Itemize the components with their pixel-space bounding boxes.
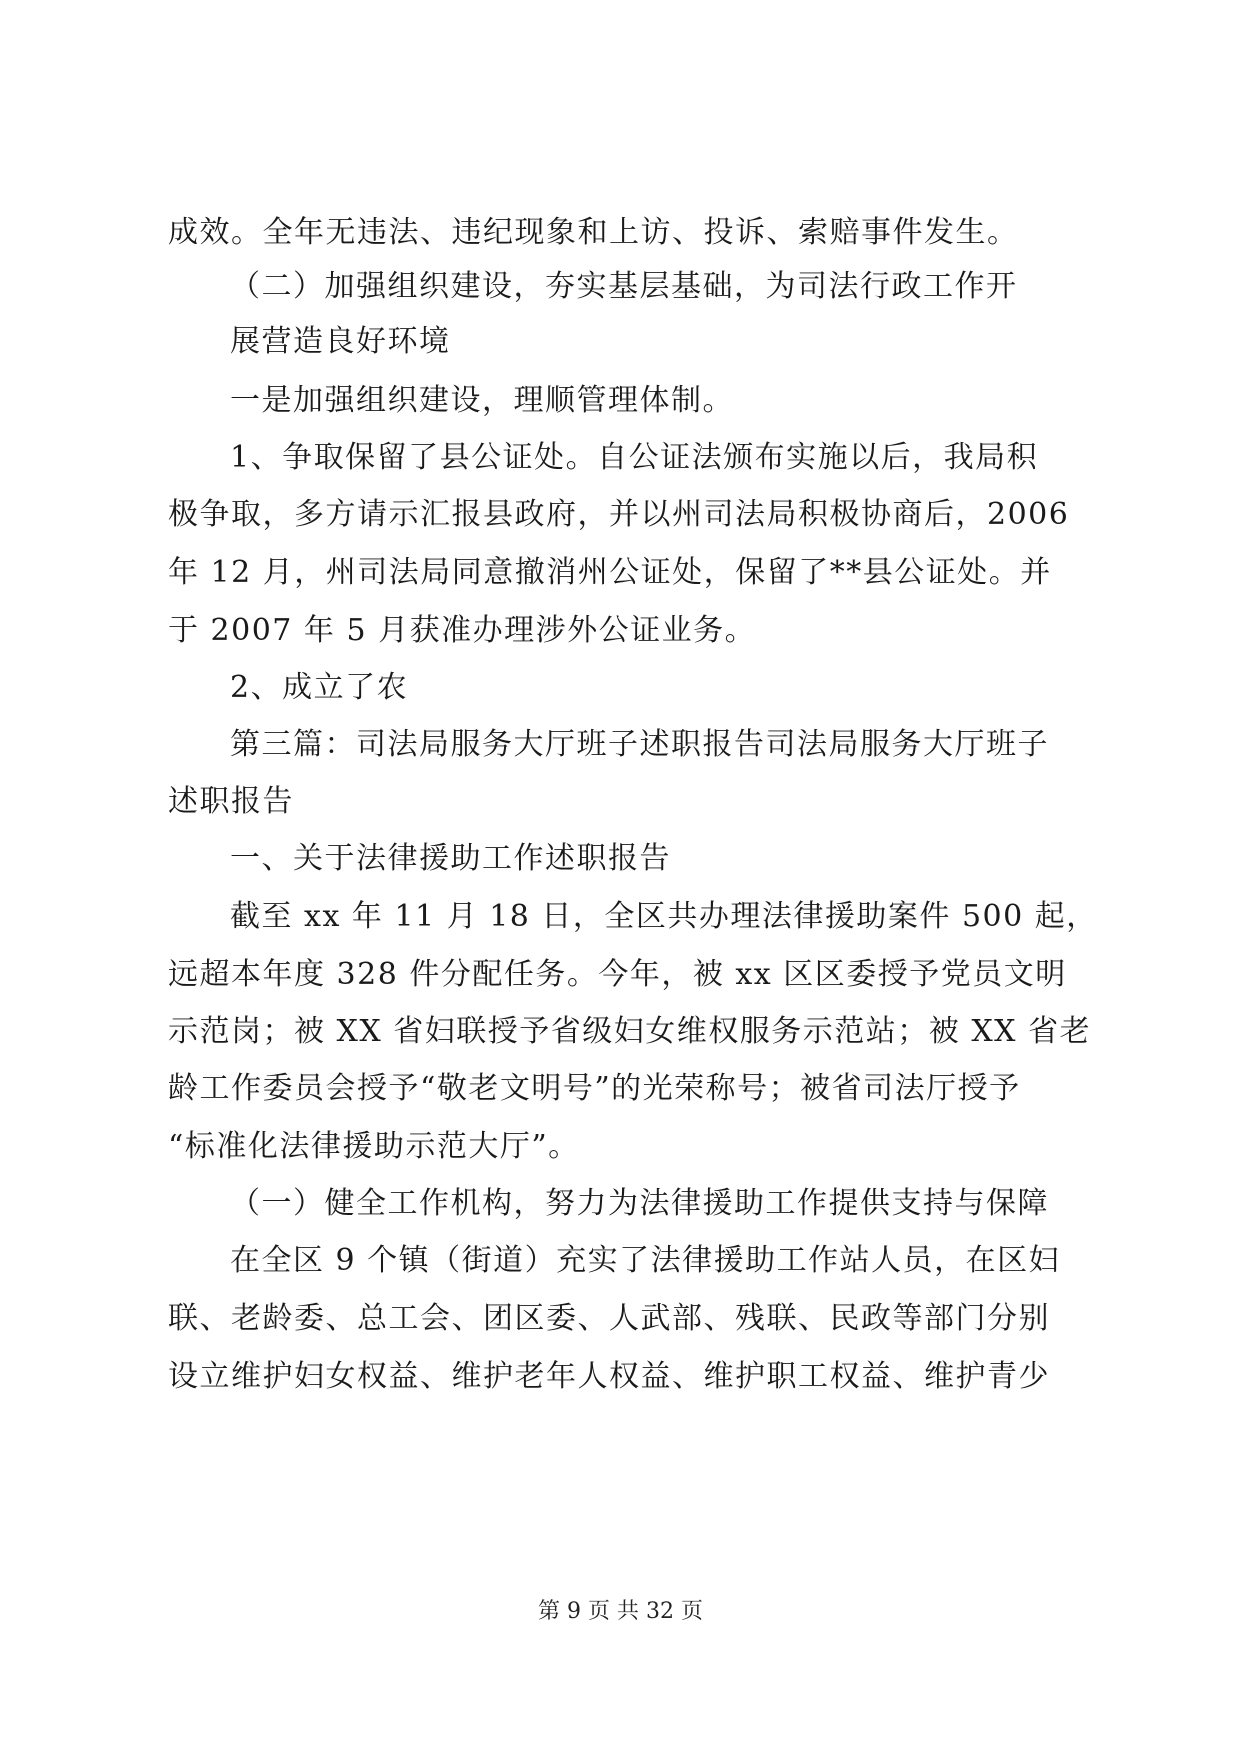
section-heading: 一、关于法律援助工作述职报告 [230, 841, 671, 876]
page-number-footer: 第 9 页 共 32 页 [538, 1599, 703, 1624]
text-line: 年 12 月，州司法局同意撤消州公证处，保留了**县公证处。并 [168, 555, 1052, 590]
text-line: 极争取，多方请示汇报县政府，并以州司法局积极协商后，2006 [168, 497, 1070, 532]
text-line: 截至 xx 年 11 月 18 日，全区共办理法律援助案件 500 起， [230, 899, 1098, 934]
text-line: 示范岗；被 XX 省妇联授予省级妇女维权服务示范站；被 XX 省老 [168, 1014, 1092, 1049]
text-line: 2、成立了农 [230, 670, 409, 705]
text-line: 成效。全年无违法、违纪现象和上访、投诉、索赔事件发生。 [168, 215, 1019, 250]
text-line: 在全区 9 个镇（街道）充实了法律援助工作站人员，在区妇 [230, 1243, 1061, 1278]
section-heading: （一）健全工作机构，努力为法律援助工作提供支持与保障 [230, 1186, 1049, 1221]
text-line: 展营造良好环境 [230, 324, 451, 359]
section-heading: （二）加强组织建设，夯实基层基础，为司法行政工作开 [230, 269, 1018, 304]
text-line: 设立维护妇女权益、维护老年人权益、维护职工权益、维护青少 [168, 1359, 1050, 1394]
chapter-heading: 第三篇：司法局服务大厅班子述职报告司法局服务大厅班子 [230, 727, 1049, 762]
chapter-heading: 述职报告 [168, 784, 294, 819]
text-line: 于 2007 年 5 月获准办理涉外公证业务。 [168, 613, 757, 648]
text-line: “标准化法律援助示范大厅”。 [168, 1129, 580, 1164]
text-line: 联、老龄委、总工会、团区委、人武部、残联、民政等部门分别 [168, 1301, 1050, 1336]
text-line: 龄工作委员会授予“敬老文明号”的光荣称号；被省司法厅授予 [168, 1071, 1021, 1106]
text-line: 一是加强组织建设，理顺管理体制。 [230, 383, 734, 418]
text-line: 远超本年度 328 件分配任务。今年，被 xx 区区委授予党员文明 [168, 957, 1067, 992]
text-line: 1、争取保留了县公证处。自公证法颁布实施以后，我局积 [230, 440, 1039, 475]
